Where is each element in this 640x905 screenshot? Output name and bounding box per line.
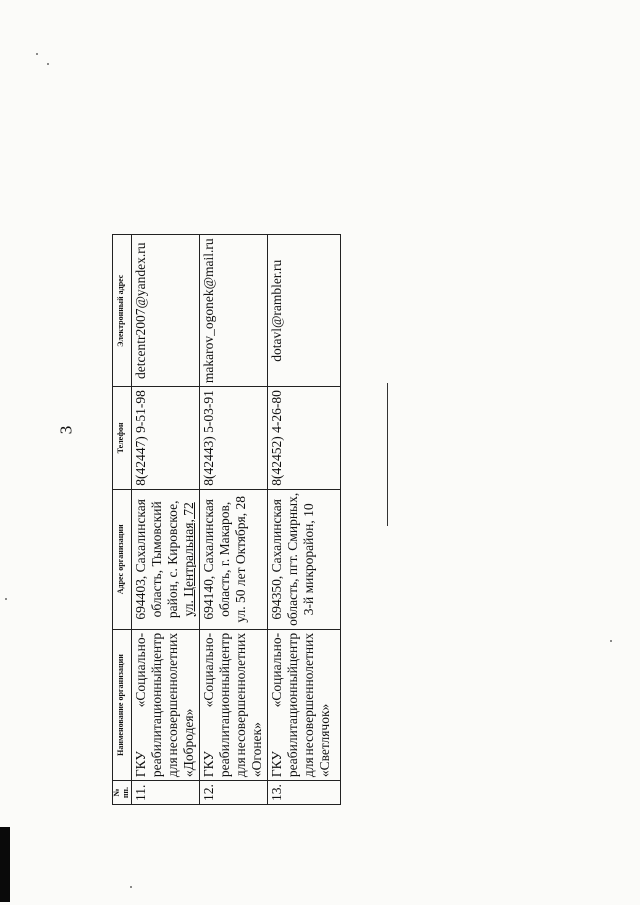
name-line2-left: реабилитационный: [216, 666, 232, 778]
name-line3-right: несовершеннолетних: [232, 632, 248, 756]
name-line2-right: центр: [284, 632, 300, 667]
address-line: 694403, Сахалинская: [132, 499, 148, 620]
rotated-table-wrapper: [112, 234, 341, 805]
name-line2-left: реабилитационный: [284, 666, 300, 778]
address-line: область, Тымовский: [148, 501, 164, 618]
cell-name: [267, 629, 340, 780]
name-line2-left: реабилитационный: [148, 666, 164, 778]
cell-email: dotavl@rambler.ru: [267, 235, 340, 387]
header-email: Электронный адрес: [113, 235, 132, 387]
name-line3-left: для: [232, 757, 248, 778]
address-line: район, с. Кировское,: [164, 500, 180, 619]
cell-email: detcentr2007@yandex.ru: [131, 235, 199, 387]
name-line4: «Огонек»: [248, 722, 264, 778]
name-line1-right: «Социально-: [132, 632, 148, 708]
address-line: область, г. Макаров,: [216, 501, 232, 617]
table-row: [199, 235, 267, 805]
name-line1-left: ГКУ: [268, 751, 284, 778]
page-number: 3: [56, 425, 76, 435]
header-address: Адрес организации: [113, 489, 132, 629]
cell-address: [199, 489, 267, 629]
scan-speck: [130, 886, 132, 888]
cell-name: [199, 629, 267, 780]
name-line4: «Добродея»: [180, 708, 196, 778]
horizontal-rule: [387, 383, 388, 526]
table-header-row: [113, 235, 132, 805]
cell-address: [131, 489, 199, 629]
cell-num: 12.: [199, 781, 267, 805]
name-line1-left: ГКУ: [132, 751, 148, 778]
address-line: 694350, Сахалинская: [268, 499, 284, 620]
cell-num: 11.: [131, 781, 199, 805]
address-line: область, пгт. Смирных,: [284, 492, 300, 626]
cell-email: makarov_ogonek@mail.ru: [199, 235, 267, 387]
cell-phone: 8(42447) 9-51-98: [131, 387, 199, 490]
cell-phone: 8(42443) 5-03-91: [199, 387, 267, 490]
cell-address: [267, 489, 340, 629]
header-phone: Телефон: [113, 387, 132, 490]
scan-speck: [47, 63, 49, 65]
header-name: Наименование организации: [113, 629, 132, 780]
name-line3-left: для: [300, 757, 316, 778]
scan-speck: [5, 598, 7, 600]
name-line4: «Светлячок»: [316, 703, 332, 778]
organizations-table: [112, 234, 341, 805]
name-line2-right: центр: [216, 632, 232, 667]
name-line1-right: «Социально-: [200, 632, 216, 708]
name-line1-left: ГКУ: [200, 751, 216, 778]
address-line: ул. 50 лет Октября, 28: [232, 496, 248, 623]
name-line1-right: «Социально-: [268, 632, 284, 708]
address-line: 694140, Сахалинская: [200, 499, 216, 620]
table-row: [267, 235, 340, 805]
cell-name: [131, 629, 199, 780]
name-line3-left: для: [164, 757, 180, 778]
scan-speck: [36, 53, 38, 55]
scan-edge-bar: [0, 827, 10, 902]
name-line3-right: несовершеннолетних: [300, 632, 316, 756]
name-line2-right: центр: [148, 632, 164, 667]
cell-num: 13.: [267, 781, 340, 805]
address-line: ул. Центральная, 72: [180, 502, 196, 617]
name-line3-right: несовершеннолетних: [164, 632, 180, 756]
table-row: [131, 235, 199, 805]
cell-phone: 8(42452) 4-26-80: [267, 387, 340, 490]
address-line: 3-й микрорайон, 10: [300, 503, 316, 616]
scan-speck: [610, 640, 612, 642]
header-num: № пп.: [113, 781, 132, 805]
